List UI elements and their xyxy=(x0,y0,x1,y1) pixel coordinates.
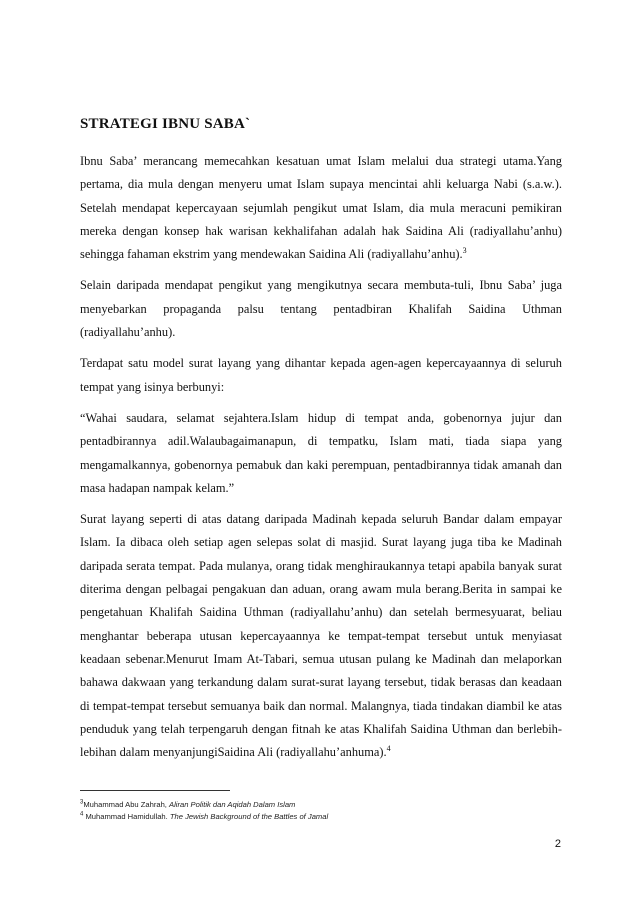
paragraph-1 xyxy=(80,150,562,266)
footnote-4-number: 4 xyxy=(80,811,84,818)
paragraph-5 xyxy=(80,508,562,764)
section-heading: STRATEGI IBNU SABA` xyxy=(80,116,251,132)
paragraph-5-text: Surat layang seperti di atas datang daripada Madinah kepada seluruh Bandar dalam empayar Islam. Ia dibaca oleh setiap agen selepas solat di masjid. Surat layang juga tiba ke Madinah daripada serata tempat. Pada mulanya, orang tidak menghiraukannya tetapi apabila banyak surat diterima dengan pelbagai pengakuan dan aduan, orang awam mula berang.Berita in sampai ke pengetahuan Khalifah Saidina Uthman (radiyallahu’anhu) dan setelah bermesyuarat, beliau menghantar beberapa utusan kepercayaannya ke tempat-tempat tersebut untuk menyiasat keadaan sebenar.Menurut Imam At-Tabari, semua utusan pulang ke Madinah dan melaporkan bahawa dakwaan yang terkandung dalam surat-surat layang tersebut, tidak berasas dan keadaan di tempat-tempat tersebut semuanya baik dan normal. Malangnya, tiada tindakan diambil ke atas penduduk yang telah terpengaruh dengan fitnah ke atas Khalifah Saidina Uthman dan berlebih-lebihan dalam menyanjungiSaidina Ali (radiyallahu’anhuma). xyxy=(80,512,562,760)
footnote-3 xyxy=(80,799,560,811)
body-text xyxy=(80,150,562,772)
footnote-ref-4[interactable]: 4 xyxy=(386,744,391,753)
footnote-4 xyxy=(80,811,560,823)
footnote-3-number: 3 xyxy=(80,799,84,806)
footnote-4-title: The Jewish Background of the Battles of Jamal xyxy=(169,812,329,821)
paragraph-4-text: “Wahai saudara, selamat sejahtera.Islam hidup di tempat anda, gobenornya jujur dan pentadbirannya adil.Walaubagaimanapun, di tempatku, Islam mati, tiada siapa yang mengamalkannya, gobenornya pemabuk dan kaki perempuan, pentadbirannya tidak amanah dan masa hadapan nampak kelam.” xyxy=(80,410,562,495)
paragraph-1-text: Ibnu Saba’ merancang memecahkan kesatuan umat Islam melalui dua strategi utama.Yang pertama, dia mula dengan menyeru umat Islam supaya mencintai ahli keluarga Nabi (s.a.w.). Setelah mendapat kepercayaan sejumlah pengikut umat Islam, dia mula meracuni pemikiran mereka dengan konsep hak warisan kekhalifahan adalah hak Saidina Ali (radiyallahu’anhu) sehingga fahaman ekstrim yang mendewakan Saidina Ali (radiyallahu’anhu). xyxy=(80,154,562,262)
paragraph-2-text: Selain daripada mendapat pengikut yang mengikutnya secara membuta-tuli, Ibnu Saba’ juga menyebarkan propaganda palsu tentang pentadbiran Khalifah Saidina Uthman (radiyallahu’anhu). xyxy=(80,278,562,340)
footnote-separator xyxy=(80,790,230,791)
footnote-ref-3[interactable]: 3 xyxy=(462,246,467,256)
page-number: 2 xyxy=(554,838,561,850)
footnote-3-title: Aliran Politik dan Aqidah Dalam Islam xyxy=(169,800,296,809)
paragraph-4-quote xyxy=(80,407,562,500)
paragraph-3-text: Terdapat satu model surat layang yang dihantar kepada agen-agen kepercayaannya di seluruh tempat yang isinya berbunyi: xyxy=(80,356,562,394)
footnotes xyxy=(80,799,560,823)
footnote-4-author: Muhammad Hamidullah. xyxy=(83,812,170,821)
paragraph-2 xyxy=(80,274,562,344)
footnote-3-author: Muhammad Abu Zahrah, xyxy=(83,800,170,809)
paragraph-3 xyxy=(80,352,562,399)
